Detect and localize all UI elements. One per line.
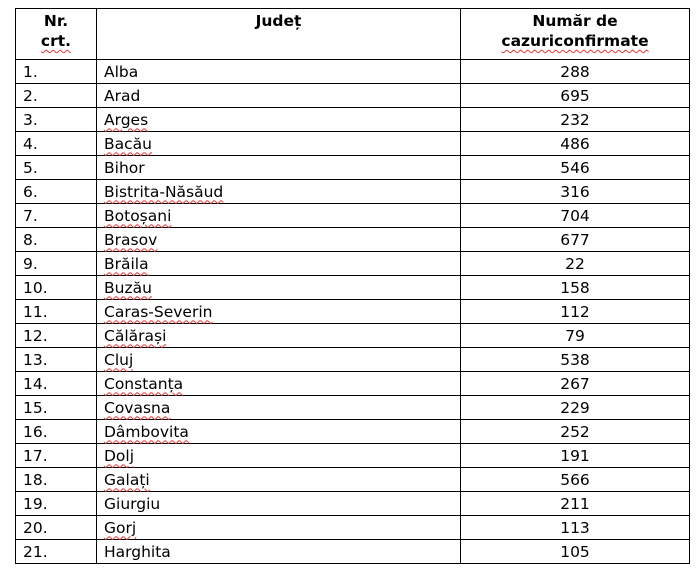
header-numar-cazuri [461, 9, 690, 60]
header-nr-line1: Nr. [43, 12, 69, 30]
table-row [16, 156, 690, 180]
table-row [16, 396, 690, 420]
table-row [16, 108, 690, 132]
cell-judet [97, 252, 461, 276]
table-row [16, 324, 690, 348]
header-row [16, 9, 690, 60]
cell-cazuri-confirmate: 566 [461, 468, 690, 492]
table-row [16, 372, 690, 396]
header-nr-line2: crt. [40, 32, 72, 50]
cell-nr-crt: 20. [16, 516, 97, 540]
cell-cazuri-confirmate: 112 [461, 300, 690, 324]
cell-nr-crt: 3. [16, 108, 97, 132]
header-numar-line2: cazuriconfirmate [501, 32, 649, 50]
cell-nr-crt: 8. [16, 228, 97, 252]
judet-name: Covasna [104, 398, 171, 417]
judet-name: Caras-Severin [104, 302, 213, 321]
cell-cazuri-confirmate: 232 [461, 108, 690, 132]
cell-cazuri-confirmate: 316 [461, 180, 690, 204]
judet-name: Botoșani [104, 206, 172, 225]
cell-cazuri-confirmate: 252 [461, 420, 690, 444]
judet-name: Buzău [104, 278, 152, 297]
cell-cazuri-confirmate: 288 [461, 60, 690, 84]
cell-judet [97, 156, 461, 180]
cell-judet [97, 276, 461, 300]
table-row [16, 540, 690, 564]
header-numar-line1: Număr de [532, 12, 618, 30]
cell-judet [97, 132, 461, 156]
table-row [16, 276, 690, 300]
judet-name: Brasov [104, 230, 158, 249]
cell-cazuri-confirmate: 695 [461, 84, 690, 108]
cell-nr-crt: 19. [16, 492, 97, 516]
judet-name: Cluj [104, 350, 134, 369]
table-row [16, 348, 690, 372]
cell-nr-crt: 13. [16, 348, 97, 372]
cell-nr-crt: 18. [16, 468, 97, 492]
cell-cazuri-confirmate: 191 [461, 444, 690, 468]
cell-nr-crt: 5. [16, 156, 97, 180]
table-row [16, 492, 690, 516]
judet-name: Dâmbovita [104, 422, 189, 441]
judet-name: Constanța [104, 374, 184, 393]
cell-nr-crt: 12. [16, 324, 97, 348]
judet-name: Harghita [104, 542, 171, 561]
cell-cazuri-confirmate: 677 [461, 228, 690, 252]
cell-cazuri-confirmate: 158 [461, 276, 690, 300]
table-body [16, 60, 690, 564]
cell-nr-crt: 17. [16, 444, 97, 468]
cell-judet [97, 516, 461, 540]
cell-cazuri-confirmate: 22 [461, 252, 690, 276]
cell-nr-crt: 6. [16, 180, 97, 204]
header-judet [97, 9, 461, 60]
cell-nr-crt: 14. [16, 372, 97, 396]
table-row [16, 444, 690, 468]
cell-cazuri-confirmate: 105 [461, 540, 690, 564]
cell-judet [97, 300, 461, 324]
cell-cazuri-confirmate: 79 [461, 324, 690, 348]
table-row [16, 252, 690, 276]
judet-name: Gorj [104, 518, 137, 537]
cell-judet [97, 540, 461, 564]
cell-judet [97, 204, 461, 228]
cell-cazuri-confirmate: 267 [461, 372, 690, 396]
cell-cazuri-confirmate: 704 [461, 204, 690, 228]
cell-nr-crt: 10. [16, 276, 97, 300]
judet-name: Brăila [104, 254, 149, 273]
table-row [16, 468, 690, 492]
cell-judet [97, 108, 461, 132]
cell-judet [97, 396, 461, 420]
cell-nr-crt: 7. [16, 204, 97, 228]
table-row [16, 84, 690, 108]
cell-cazuri-confirmate: 486 [461, 132, 690, 156]
cell-nr-crt: 4. [16, 132, 97, 156]
cell-nr-crt: 2. [16, 84, 97, 108]
table-row [16, 132, 690, 156]
table-row [16, 300, 690, 324]
cell-nr-crt: 16. [16, 420, 97, 444]
judet-name: Călărași [104, 326, 167, 345]
header-judet-label: Județ [255, 12, 302, 30]
cell-judet [97, 84, 461, 108]
cell-nr-crt: 1. [16, 60, 97, 84]
cell-judet [97, 324, 461, 348]
cell-cazuri-confirmate: 113 [461, 516, 690, 540]
cell-judet [97, 492, 461, 516]
header-nr-crt [16, 9, 97, 60]
cell-nr-crt: 15. [16, 396, 97, 420]
cell-cazuri-confirmate: 229 [461, 396, 690, 420]
cell-judet [97, 468, 461, 492]
cases-table [15, 8, 690, 564]
judet-name: Bihor [104, 158, 145, 177]
judet-name: Giurgiu [104, 494, 161, 513]
cell-judet [97, 372, 461, 396]
cell-cazuri-confirmate: 211 [461, 492, 690, 516]
table-row [16, 420, 690, 444]
judet-name: Bistrita-Năsăud [104, 182, 224, 201]
table-header [16, 9, 690, 60]
cell-judet [97, 444, 461, 468]
table-row [16, 228, 690, 252]
cell-judet [97, 180, 461, 204]
cell-judet [97, 60, 461, 84]
table-row [16, 516, 690, 540]
judet-name: Bacău [104, 134, 152, 153]
cell-nr-crt: 11. [16, 300, 97, 324]
judet-name: Arad [104, 86, 141, 105]
cell-judet [97, 228, 461, 252]
table-row [16, 204, 690, 228]
judet-name: Arges [104, 110, 149, 129]
cell-judet [97, 420, 461, 444]
judet-name: Dolj [104, 446, 135, 465]
judet-name: Galați [104, 470, 150, 489]
cell-cazuri-confirmate: 538 [461, 348, 690, 372]
cell-nr-crt: 21. [16, 540, 97, 564]
cell-judet [97, 348, 461, 372]
cell-cazuri-confirmate: 546 [461, 156, 690, 180]
judet-name: Alba [104, 62, 139, 81]
cell-nr-crt: 9. [16, 252, 97, 276]
table-row [16, 180, 690, 204]
table-row [16, 60, 690, 84]
